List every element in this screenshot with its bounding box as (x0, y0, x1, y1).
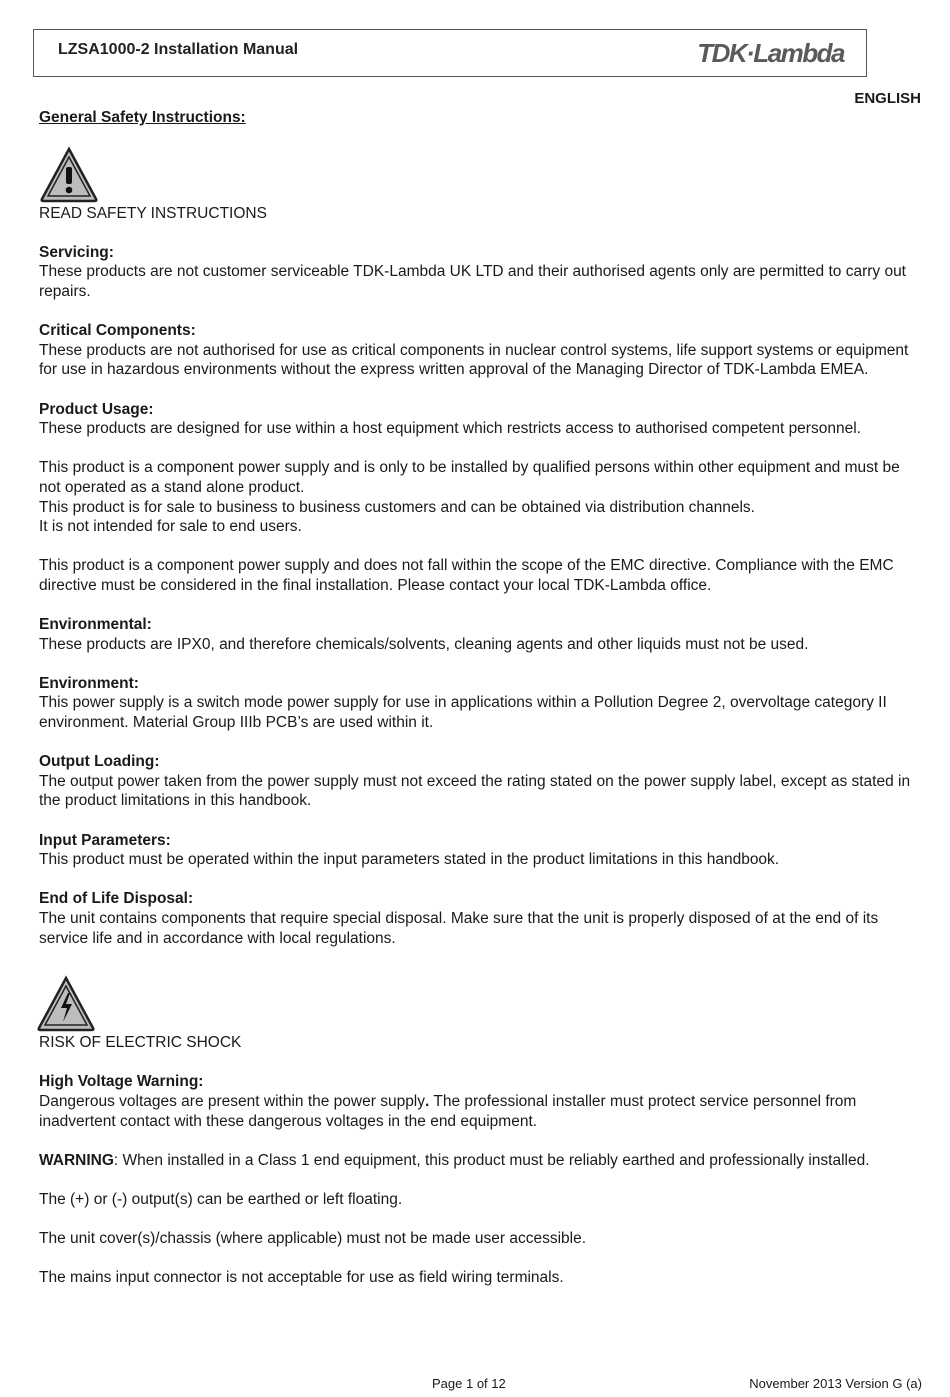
high-voltage-heading: High Voltage Warning: (39, 1073, 204, 1091)
mains-text: The mains input connector is not acceptable for use as field wiring terminals. (39, 1269, 564, 1287)
cover-section (39, 1229, 924, 1249)
component-line-2: This product is for sale to business to business customers and can be obtained via distribution channels. (39, 498, 755, 516)
environment-heading: Environment: (39, 674, 139, 692)
page-number: Page 1 of 12 (432, 1376, 506, 1391)
environment-section (39, 674, 924, 733)
read-safety-label: READ SAFETY INSTRUCTIONS (39, 204, 267, 222)
servicing-heading: Servicing: (39, 243, 114, 261)
disposal-heading: End of Life Disposal: (39, 890, 194, 908)
warning-icon-container (39, 146, 924, 204)
component-line-1: This product is a component power supply and is only to be installed by qualified persons within other equipment and must be not operated as a stand alone product. (39, 459, 900, 496)
disposal-section (39, 889, 924, 948)
cover-text: The unit cover(s)/chassis (where applicable) must not be made user accessible. (39, 1230, 587, 1248)
language-label: ENGLISH (854, 90, 921, 107)
shock-icon-container (39, 975, 924, 1033)
warning-body: : When installed in a Class 1 end equipment, this product must be reliably earthed and professionally installed. (113, 1151, 870, 1169)
critical-components-section (39, 321, 924, 380)
shock-risk-label: RISK OF ELECTRIC SHOCK (39, 1034, 242, 1052)
document-title: LZSA1000-2 Installation Manual (58, 41, 299, 58)
environmental-section (39, 615, 924, 654)
output-text: The output power taken from the power supply must not exceed the rating stated on the power supply label, except as stated in the product limitations in this handbook. (39, 772, 911, 810)
electric-shock-icon (36, 975, 96, 1033)
emc-text: This product is a component power supply and does not fall within the scope of the EMC directive. Compliance with the EMC directive must be considered in the final installation. Please contact your local TDK-Lambda office. (39, 557, 894, 594)
usage-text: These products are designed for use within a host equipment which restricts access to authorised competent personnel. (39, 420, 861, 438)
usage-heading: Product Usage: (39, 400, 154, 418)
disposal-text: The unit contains components that require special disposal. Make sure that the unit is properly disposed of at the end of its service life and in accordance with local regulations. (39, 909, 879, 947)
high-voltage-text-c: The professional installer must protect service personnel from inadvertent contact with these dangerous voltages in the end equipment. (39, 1092, 857, 1130)
emc-section (39, 556, 924, 595)
environment-text: This power supply is a switch mode power supply for use in applications within a Pollution Degree 2, overvoltage category II environment. Material Group IIIb PCB’s are used within it. (39, 694, 887, 732)
high-voltage-text (39, 1092, 924, 1131)
high-voltage-section (39, 1072, 924, 1131)
environmental-text: These products are IPX0, and therefore chemicals/solvents, cleaning agents and other liquids must not be used. (39, 635, 809, 653)
input-parameters-section (39, 831, 924, 870)
servicing-section (39, 243, 924, 302)
document-header (33, 29, 867, 77)
input-heading: Input Parameters: (39, 831, 171, 849)
earthed-section (39, 1190, 924, 1210)
earthed-text: The (+) or (-) output(s) can be earthed or left floating. (39, 1190, 403, 1208)
servicing-text: These products are not customer serviceable TDK-Lambda UK LTD and their authorised agents only are permitted to carry out repairs. (39, 263, 906, 300)
input-text: This product must be operated within the input parameters stated in the product limitations in this handbook. (39, 851, 780, 869)
warning-text (39, 1151, 924, 1171)
output-loading-section (39, 752, 924, 811)
warning-label: WARNING (39, 1151, 114, 1169)
output-heading: Output Loading: (39, 753, 160, 771)
warning-triangle-icon (39, 146, 99, 204)
mains-section (39, 1268, 924, 1288)
tdk-lambda-logo: TDK·Lambda (697, 38, 844, 68)
component-section (39, 458, 924, 536)
section-title: General Safety Instructions: (39, 109, 246, 126)
high-voltage-text-a: Dangerous voltages are present within the power supply (39, 1092, 426, 1110)
high-voltage-period: . (425, 1092, 430, 1110)
critical-text: These products are not authorised for use as critical components in nuclear control systems, life support systems or equipment for use in hazardous environments without the express written approval of the Managing Director of TDK-Lambda EMEA. (39, 341, 909, 379)
environmental-heading: Environmental: (39, 616, 152, 634)
component-line-3: It is not intended for sale to end users. (39, 518, 302, 536)
warning-section (39, 1151, 924, 1171)
version-label: November 2013 Version G (a) (749, 1376, 922, 1391)
document-body (39, 108, 924, 1288)
product-usage-section (39, 400, 924, 439)
critical-heading: Critical Components: (39, 322, 196, 340)
